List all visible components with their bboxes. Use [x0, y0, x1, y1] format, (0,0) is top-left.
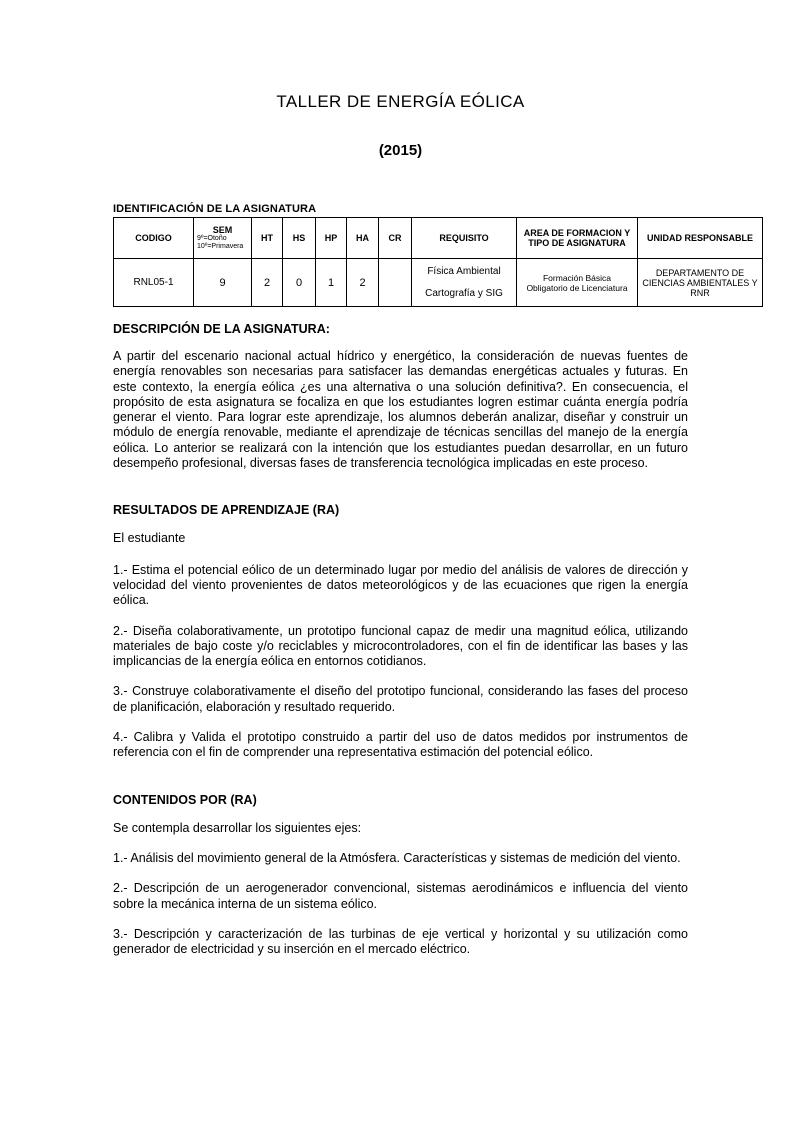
header-ht: HT — [252, 218, 283, 259]
contenido-item-1: 1.- Análisis del movimiento general de la Atmósfera. Características y sistemas de medición del viento. — [113, 850, 681, 865]
header-ha: HA — [347, 218, 379, 259]
descripcion-heading: DESCRIPCIÓN DE LA ASIGNATURA: — [113, 322, 330, 336]
header-area-formacion: AREA DE FORMACION Y TIPO DE ASIGNATURA — [517, 218, 638, 259]
cell-ht: 2 — [252, 259, 283, 307]
header-cr: CR — [379, 218, 412, 259]
document-year: (2015) — [378, 142, 423, 159]
cell-hs: 0 — [283, 259, 316, 307]
resultado-item-4: 4.- Calibra y Valida el prototipo construido a partir del uso de datos medidos por instrumentos de referencia con el fin de comprender una representativa estimación del potencial eólico. — [113, 730, 688, 760]
requisito-line-2: Cartografía y SIG — [425, 288, 503, 299]
course-identification-table — [113, 217, 763, 307]
cell-codigo: RNL05-1 — [114, 259, 194, 307]
area-line-2: Obligatorio de Licenciatura — [526, 282, 628, 293]
resultado-item-1: 1.- Estima el potencial eólico de un determinado lugar por medio del análisis de valores de dirección y velocidad del viento provenientes de datos meteorológicos y de las ecuaciones que rigen la energía eólica. — [113, 562, 688, 608]
area-line-1: Formación Básica — [542, 272, 612, 283]
descripcion-body: A partir del escenario nacional actual hídrico y energético, la consideración de nuevas fuentes de energía renovables son necesarias para satisfacer las demandas energéticas actuales y futuras. En este contexto, la energía eólica ¿es una alternativa o una solución definitiva?. En consecuencia, el propósito de esta asignatura se focaliza en que los estudiantes logren estimar cuánta energía podría generar el viento. Para lograr este aprendizaje, los alumnos deberán analizar, diseñar y construir un módulo de energía renovable, mediante el aprendizaje de técnicas sencillas del manejo de la energía eólica. Lo anterior se realizará con la intención que los estudiantes puedan desarrollar, en un futuro desempeño profesional, diversas fases de transferencia tecnológica implicadas en este proceso. — [113, 349, 688, 471]
resultado-item-2: 2.- Diseña colaborativamente, un prototipo funcional capaz de medir una magnitud eólica, utilizando materiales de bajo coste y/o reciclables y microcontroladores, con el fin de identificar las bases y las implicancias de la energía eólica en entornos cotidianos. — [113, 623, 688, 669]
header-sem — [194, 218, 252, 259]
document-title: TALLER DE ENERGÍA EÓLICA — [276, 92, 525, 111]
header-hs: HS — [283, 218, 316, 259]
header-sem-subtext: 9º=Otoño 10º=Primavera — [197, 235, 244, 250]
requisito-line-1: Física Ambiental — [427, 266, 501, 277]
cell-unidad-responsable: DEPARTAMENTO DE CIENCIAS AMBIENTALES Y RNR — [638, 259, 763, 307]
resultado-item-3: 3.- Construye colaborativamente el diseño del prototipo funcional, considerando las fases del proceso de planificación, elaboración y resultado requerido. — [113, 684, 688, 714]
contenido-item-2: 2.- Descripción de un aerogenerador convencional, sistemas aerodinámicos e influencia del viento sobre la mecánica interna de un sistema eólico. — [113, 881, 688, 911]
cell-requisito — [412, 259, 517, 307]
resultados-heading: RESULTADOS DE APRENDIZAJE (RA) — [113, 503, 340, 518]
cell-ha: 2 — [347, 259, 379, 307]
table-row — [114, 259, 763, 307]
header-codigo: CODIGO — [114, 218, 194, 259]
cell-sem: 9 — [194, 259, 252, 307]
resultados-intro: El estudiante — [113, 531, 186, 546]
identification-heading: IDENTIFICACIÓN DE LA ASIGNATURA — [113, 203, 317, 215]
contenidos-heading: CONTENIDOS POR (RA) — [113, 792, 257, 807]
header-unidad-responsable: UNIDAD RESPONSABLE — [638, 218, 763, 259]
cell-hp: 1 — [316, 259, 347, 307]
cell-cr — [379, 259, 412, 307]
header-hp: HP — [316, 218, 347, 259]
header-sem-label: SEM — [212, 225, 233, 235]
contenidos-intro: Se contempla desarrollar los siguientes ejes: — [113, 820, 362, 835]
header-requisito: REQUISITO — [412, 218, 517, 259]
table-header-row — [114, 218, 763, 259]
contenido-item-3: 3.- Descripción y caracterización de las turbinas de eje vertical y horizontal y su utilización como generador de electricidad y su inserción en el mercado eléctrico. — [113, 926, 688, 957]
cell-area-formacion — [517, 259, 638, 307]
